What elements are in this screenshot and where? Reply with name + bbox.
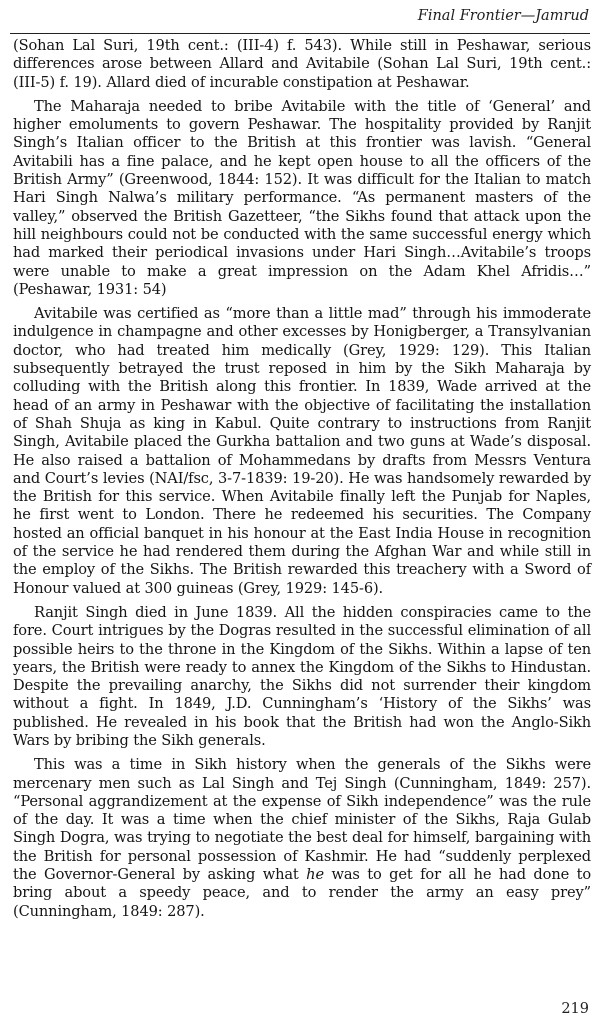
running-header: Final Frontier—Jamrud	[417, 8, 589, 24]
paragraph-2: The Maharaja needed to bribe Avitabile with the title of ‘General’ and higher emoluments to govern Peshawar. The hospitality provided by Ranjit Singh’s Italian officer to the British at this frontier was lavish. “General Avitabili has a fine palace, and he kept open house to all the officers of the British Army” (Greenwood, 1844: 152). It was difficult for the Italian to match Hari Singh Nalwa’s military performance. “As permanent masters of the valley,” observed the British Gazetteer, “the Sikhs found that attack upon the hill neighbours could not be conducted with the same successful energy which had marked their periodical invasions under Hari Singh…Avitabile’s troops were unable to make a great impression on the Adam Khel Afridis…” (Peshawar, 1931: 54)	[13, 97, 591, 298]
page-number: 219	[561, 1001, 589, 1017]
paragraph-4: Ranjit Singh died in June 1839. All the hidden conspiracies came to the fore. Court intrigues by the Dogras resulted in the successful elimination of all possible heirs to the throne in the Kingdom of the Sikhs. Within a lapse of ten years, the British were ready to annex the Kingdom of the Sikhs to Hindustan. Despite the prevailing anarchy, the Sikhs did not surrender their kingdom without a fight. In 1849, J.D. Cunningham’s ‘History of the Sikhs’ was published. He revealed in his book that the British had won the Anglo-Sikh Wars by bribing the Sikh generals.	[13, 603, 591, 749]
paragraph-1: (Sohan Lal Suri, 19th cent.: (III-4) f. 543). While still in Peshawar, serious differences arose between Allard and Avitabile (Sohan Lal Suri, 19th cent.: (III-5) f. 19). Allard died of incurable constipation at Peshawar.	[13, 37, 591, 91]
paragraph-5-text-after: was to get for all he had done to bring about a speedy peace, and to render the army an easy prey” (Cunningham, 1849: 287).	[13, 866, 592, 920]
body-text	[13, 37, 591, 927]
paragraph-5	[13, 756, 591, 921]
paragraph-5-text-before: This was a time in Sikh history when the generals of the Sikhs were mercenary men such as Lal Singh and Tej Singh (Cunningham, 1849: 257). “Personal aggrandizement at the expense of Sikh independence” was the rule of the day. It was a time when the chief minister of the Sikhs, Raja Gulab Singh Dogra, was trying to negotiate the best deal for himself, bargaining with the British for personal possession of Kashmir. He had “suddenly perplexed the Governor-General by asking what	[13, 756, 591, 884]
paragraph-3: Avitabile was certified as “more than a little mad” through his immoderate indulgence in champagne and other excesses by Honigberger, a Transylvanian doctor, who had treated him medically (Grey, 1929: 129). This Italian subsequently betrayed the trust reposed in him by the Sikh Maharaja by colluding with the British along this frontier. In 1839, Wade arrived at the head of an army in Peshawar with the objective of facilitating the installation of Shah Shuja as king in Kabul. Quite contrary to instructions from Ranjit Singh, Avitabile placed the Gurkha battalion and two guns at Wade’s disposal. He also raised a battalion of Mohammedans by drafts from Messrs Ventura and Court’s levies (NAI/fsc, 3-7-1839: 19-20). He was handsomely rewarded by the British for this service. When Avitabile finally left the Punjab for Naples, he first went to London. There he redeemed his securities. The Company hosted an official banquet in his honour at the East India House in recognition of the service he had rendered them during the Afghan War and while still in the employ of the Sikhs. The British rewarded this treachery with a Sword of Honour valued at 300 guineas (Grey, 1929: 145-6).	[13, 305, 591, 597]
header-rule	[10, 33, 590, 34]
paragraph-5-italic-word: he	[306, 866, 324, 884]
